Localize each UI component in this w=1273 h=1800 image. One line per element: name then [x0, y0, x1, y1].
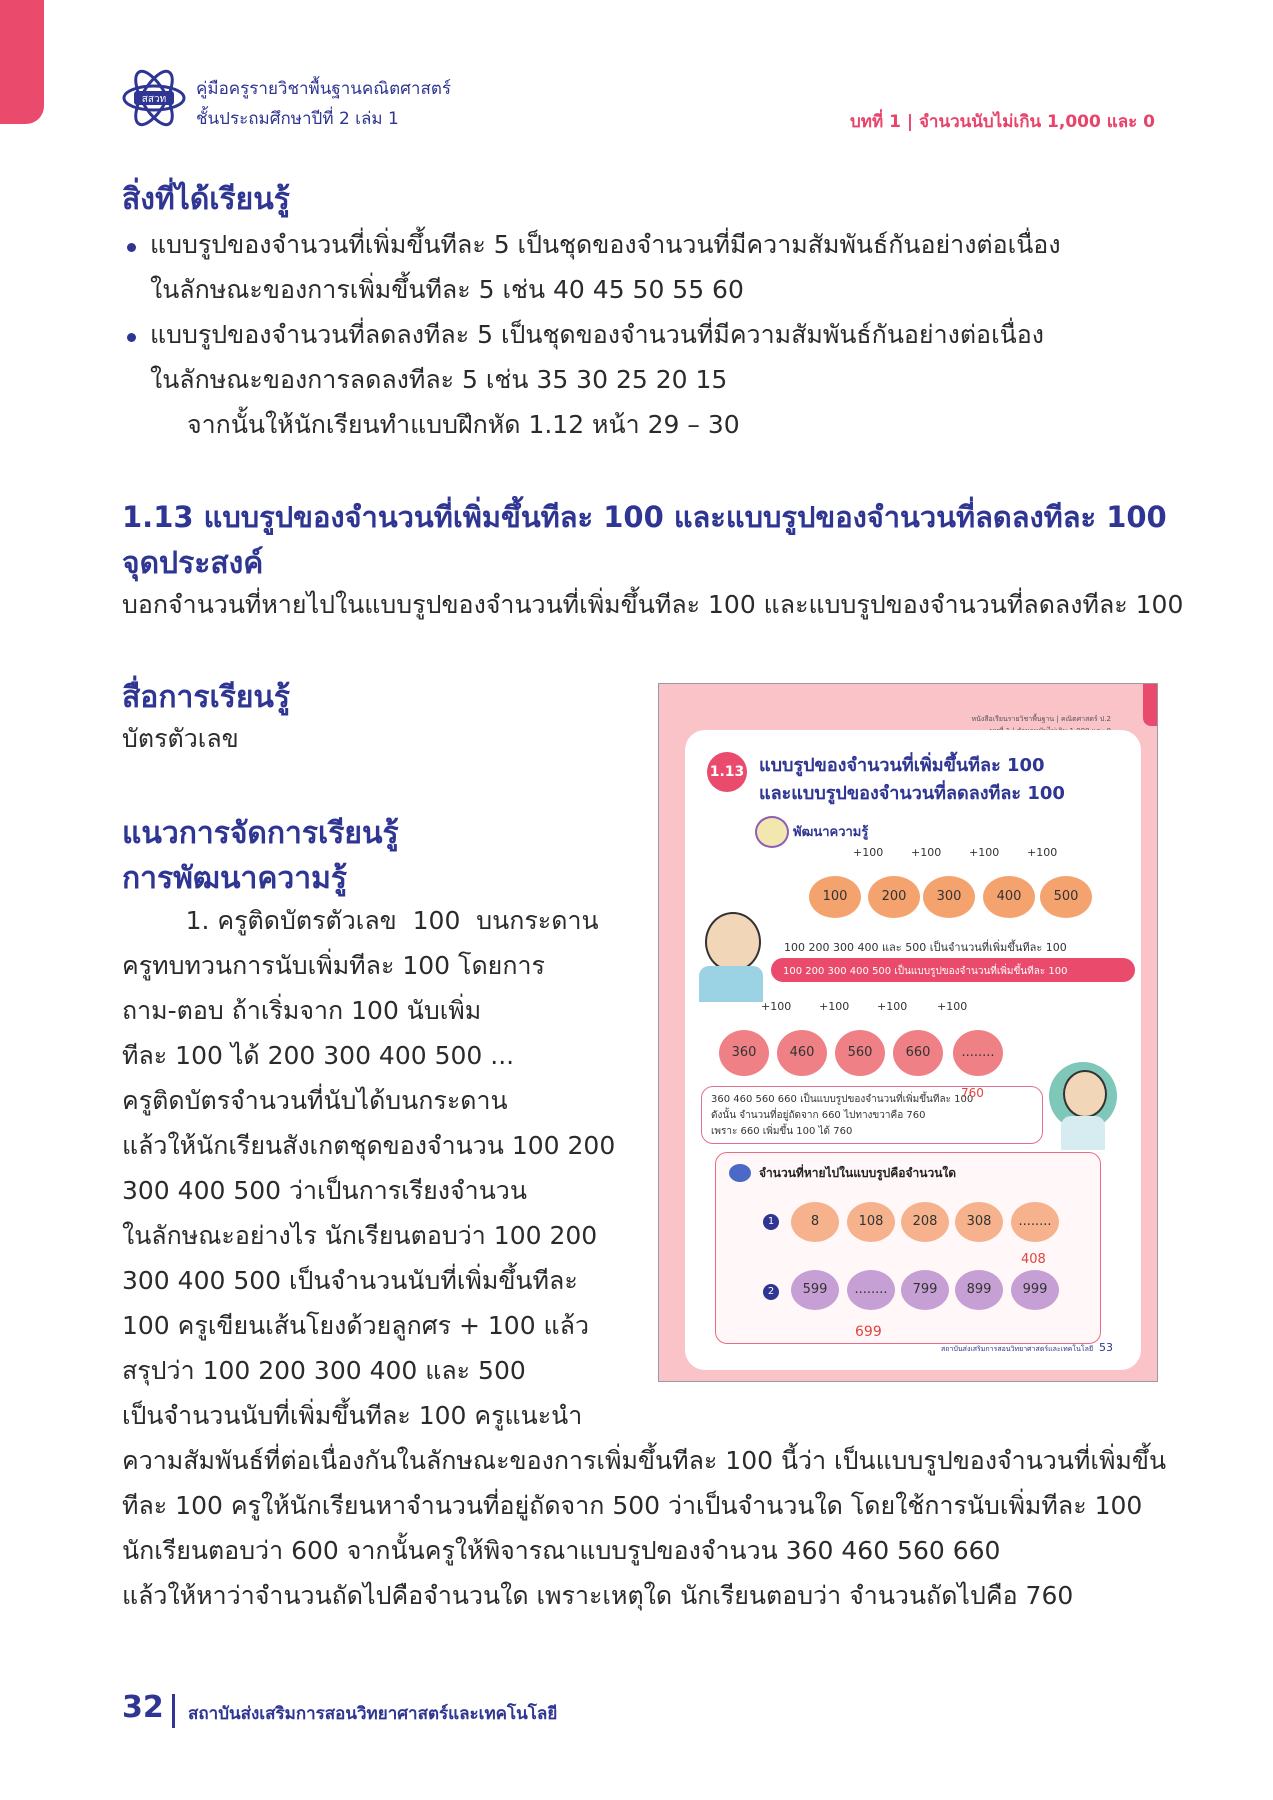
body-line: ครูติดบัตรจำนวนที่นับได้บนกระดาน — [122, 1086, 508, 1115]
body-line: 300 400 500 ว่าเป็นการเรียงจำนวน — [122, 1176, 527, 1205]
plus-100-label: +100 — [819, 1000, 850, 1013]
body-line: ในลักษณะอย่างไร นักเรียนตอบว่า 100 200 — [122, 1221, 598, 1250]
plum-number-card: 599 — [791, 1270, 839, 1310]
orange-number-card: 100 — [809, 876, 861, 918]
boy-character-body — [699, 966, 763, 1002]
body-line: ครูทบทวนการนับเพิ่มทีละ 100 โดยการ — [122, 951, 545, 980]
section-title: 1.13 แบบรูปของจำนวนที่เพิ่มขึ้นทีละ 100 และแบบรูปของจำนวนที่ลดลงทีละ 100 — [122, 500, 1167, 534]
peach-number-card: 108 — [847, 1202, 895, 1242]
learned-bullet-1-line-2: ในลักษณะของการเพิ่มขึ้นทีละ 5 เช่น 40 45 50 55 60 — [150, 275, 744, 304]
learned-exercise-note: จากนั้นให้นักเรียนทำแบบฝึกหัด 1.12 หน้า 29 – 30 — [187, 410, 740, 439]
plum-number-card-blank: ........ — [847, 1270, 895, 1310]
peach-number-card: 308 — [955, 1202, 1003, 1242]
learned-bullet-1-line-1: แบบรูปของจำนวนที่เพิ่มขึ้นทีละ 5 เป็นชุดของจำนวนที่มีความสัมพันธ์กันอย่างต่อเนื่อง — [150, 230, 1061, 259]
body-line: 1. ครูติดบัตรตัวเลข 100 บนกระดาน — [122, 906, 599, 935]
exercise-number-1: 1 — [763, 1214, 779, 1230]
body-line: 100 ครูเขียนเส้นโยงด้วยลูกศร + 100 แล้ว — [122, 1311, 590, 1340]
objective-heading: จุดประสงค์ — [122, 546, 264, 581]
body-line: ทีละ 100 ครูให้นักเรียนหาจำนวนที่อยู่ถัดจาก 500 ว่าเป็นจำนวนใด โดยใช้การนับเพิ่มทีละ 100 — [122, 1491, 1143, 1520]
footer-org: สถาบันส่งเสริมการสอนวิทยาศาสตร์และเทคโนโลยี — [188, 1704, 558, 1724]
exercise-number-2: 2 — [763, 1284, 779, 1300]
orange-number-card: 500 — [1040, 876, 1092, 918]
thumbnail-corner-tab — [1143, 684, 1157, 726]
apple-number-card: 460 — [777, 1030, 827, 1076]
thumbnail-title-2: และแบบรูปของจำนวนที่ลดลงทีละ 100 — [759, 783, 1065, 804]
boy-character-icon — [705, 912, 761, 972]
thumbnail-page-number: 53 — [1099, 1341, 1113, 1354]
answer-408: 408 — [1021, 1252, 1046, 1267]
exercise-heading: จำนวนที่หายไปในแบบรูปคือจำนวนใด — [759, 1166, 957, 1180]
plus-100-label: +100 — [969, 846, 1000, 859]
footer-divider — [172, 1694, 175, 1728]
bubble-line-3: เพราะ 660 เพิ่มขึ้น 100 ได้ 760 — [711, 1126, 853, 1137]
ipst-logo-icon — [120, 64, 188, 132]
thumbnail-header-1: หนังสือเรียนรายวิชาพื้นฐาน | คณิตศาสตร์ ป.2 — [971, 715, 1111, 723]
girl-character-body — [1061, 1116, 1105, 1150]
body-line: แล้วให้นักเรียนสังเกตชุดของจำนวน 100 200 — [122, 1131, 616, 1160]
plus-100-label: +100 — [853, 846, 884, 859]
body-line: ความสัมพันธ์ที่ต่อเนื่องกันในลักษณะของการเพิ่มขึ้นทีละ 100 นี้ว่า เป็นแบบรูปของจำนวนที่เพิ่มขึ้น — [122, 1446, 1167, 1475]
learned-bullet-2-line-1: แบบรูปของจำนวนที่ลดลงทีละ 5 เป็นชุดของจำนวนที่มีความสัมพันธ์กันอย่างต่อเนื่อง — [150, 320, 1044, 349]
group-icon — [729, 1164, 751, 1182]
girl-character-icon — [1063, 1070, 1107, 1118]
orange-number-card: 200 — [868, 876, 920, 918]
orange-number-card: 300 — [923, 876, 975, 918]
body-line: ถาม-ตอบ ถ้าเริ่มจาก 100 นับเพิ่ม — [122, 996, 482, 1025]
plum-number-card: 899 — [955, 1270, 1003, 1310]
plus-100-label: +100 — [761, 1000, 792, 1013]
thumbnail-title-1: แบบรูปของจำนวนที่เพิ่มขึ้นทีละ 100 — [759, 755, 1045, 776]
apple-number-card: 360 — [719, 1030, 769, 1076]
plus-100-label: +100 — [937, 1000, 968, 1013]
plus-100-label: +100 — [877, 1000, 908, 1013]
apple-number-card: 560 — [835, 1030, 885, 1076]
body-line: นักเรียนตอบว่า 600 จากนั้นครูให้พิจารณาแบบรูปของจำนวน 360 460 560 660 — [122, 1536, 1001, 1565]
media-heading: สื่อการเรียนรู้ — [122, 680, 291, 715]
plus-100-label: +100 — [1027, 846, 1058, 859]
bubble-line-1: 360 460 560 660 เป็นแบบรูปของจำนวนที่เพิ่มขึ้นทีละ 100 — [711, 1094, 974, 1105]
peach-number-card-blank: ........ — [1011, 1202, 1059, 1242]
textbook-page-thumbnail — [658, 683, 1158, 1382]
thumbnail-footer-org: สถาบันส่งเสริมการสอนวิทยาศาสตร์และเทคโนโลยี — [941, 1345, 1094, 1353]
body-line: 300 400 500 เป็นจำนวนนับที่เพิ่มขึ้นทีละ — [122, 1266, 578, 1295]
answer-760: 760 — [961, 1086, 984, 1100]
objective-text: บอกจำนวนที่หายไปในแบบรูปของจำนวนที่เพิ่มขึ้นทีละ 100 และแบบรูปของจำนวนที่ลดลงทีละ 100 — [122, 590, 1184, 619]
page-number: 32 — [122, 1690, 164, 1725]
bullet-dot — [127, 243, 136, 252]
header-chapter: บทที่ 1 | จำนวนนับไม่เกิน 1,000 และ 0 — [849, 112, 1155, 132]
media-text: บัตรตัวเลข — [122, 724, 239, 753]
answer-699: 699 — [855, 1324, 882, 1340]
plum-number-card: 999 — [1011, 1270, 1059, 1310]
plus-100-label: +100 — [911, 846, 942, 859]
bubble-line-2: ดังนั้น จำนวนที่อยู่ถัดจาก 660 ไปทางขวาคือ 760 — [711, 1110, 926, 1121]
corner-tab — [0, 0, 44, 124]
development-heading: การพัฒนาความรู้ — [122, 861, 347, 896]
bullet-dot — [127, 333, 136, 342]
header-book-title: คู่มือครูรายวิชาพื้นฐานคณิตศาสตร์ — [196, 79, 451, 99]
row1-caption: 100 200 300 400 และ 500 เป็นจำนวนที่เพิ่มขึ้นทีละ 100 — [784, 941, 1067, 954]
logo-text: สสวท — [141, 94, 167, 105]
section-badge: 1.13 — [707, 752, 747, 792]
body-line: สรุปว่า 100 200 300 400 และ 500 — [122, 1356, 526, 1385]
row1-band-text: 100 200 300 400 500 เป็นแบบรูปของจำนวนที่เพิ่มขึ้นทีละ 100 — [783, 966, 1068, 977]
orange-number-card: 400 — [983, 876, 1035, 918]
apple-number-card: 660 — [893, 1030, 943, 1076]
header-book-subtitle: ชั้นประถมศึกษาปีที่ 2 เล่ม 1 — [196, 109, 399, 129]
approach-heading: แนวการจัดการเรียนรู้ — [122, 816, 399, 851]
peach-number-card: 208 — [901, 1202, 949, 1242]
body-line: แล้วให้หาว่าจำนวนถัดไปคือจำนวนใด เพราะเหตุใด นักเรียนตอบว่า จำนวนถัดไปคือ 760 — [122, 1581, 1074, 1610]
learned-heading: สิ่งที่ได้เรียนรู้ — [122, 182, 290, 217]
body-line: เป็นจำนวนนับที่เพิ่มขึ้นทีละ 100 ครูแนะนำ — [122, 1401, 583, 1430]
body-line: ทีละ 100 ได้ 200 300 400 500 ... — [122, 1041, 515, 1070]
plum-number-card: 799 — [901, 1270, 949, 1310]
brain-icon — [755, 816, 789, 848]
peach-number-card: 8 — [791, 1202, 839, 1242]
learned-bullet-2-line-2: ในลักษณะของการลดลงทีละ 5 เช่น 35 30 25 20 15 — [150, 365, 728, 394]
apple-number-card-blank: ........ — [953, 1030, 1003, 1076]
knowledge-label: พัฒนาความรู้ — [793, 825, 869, 840]
